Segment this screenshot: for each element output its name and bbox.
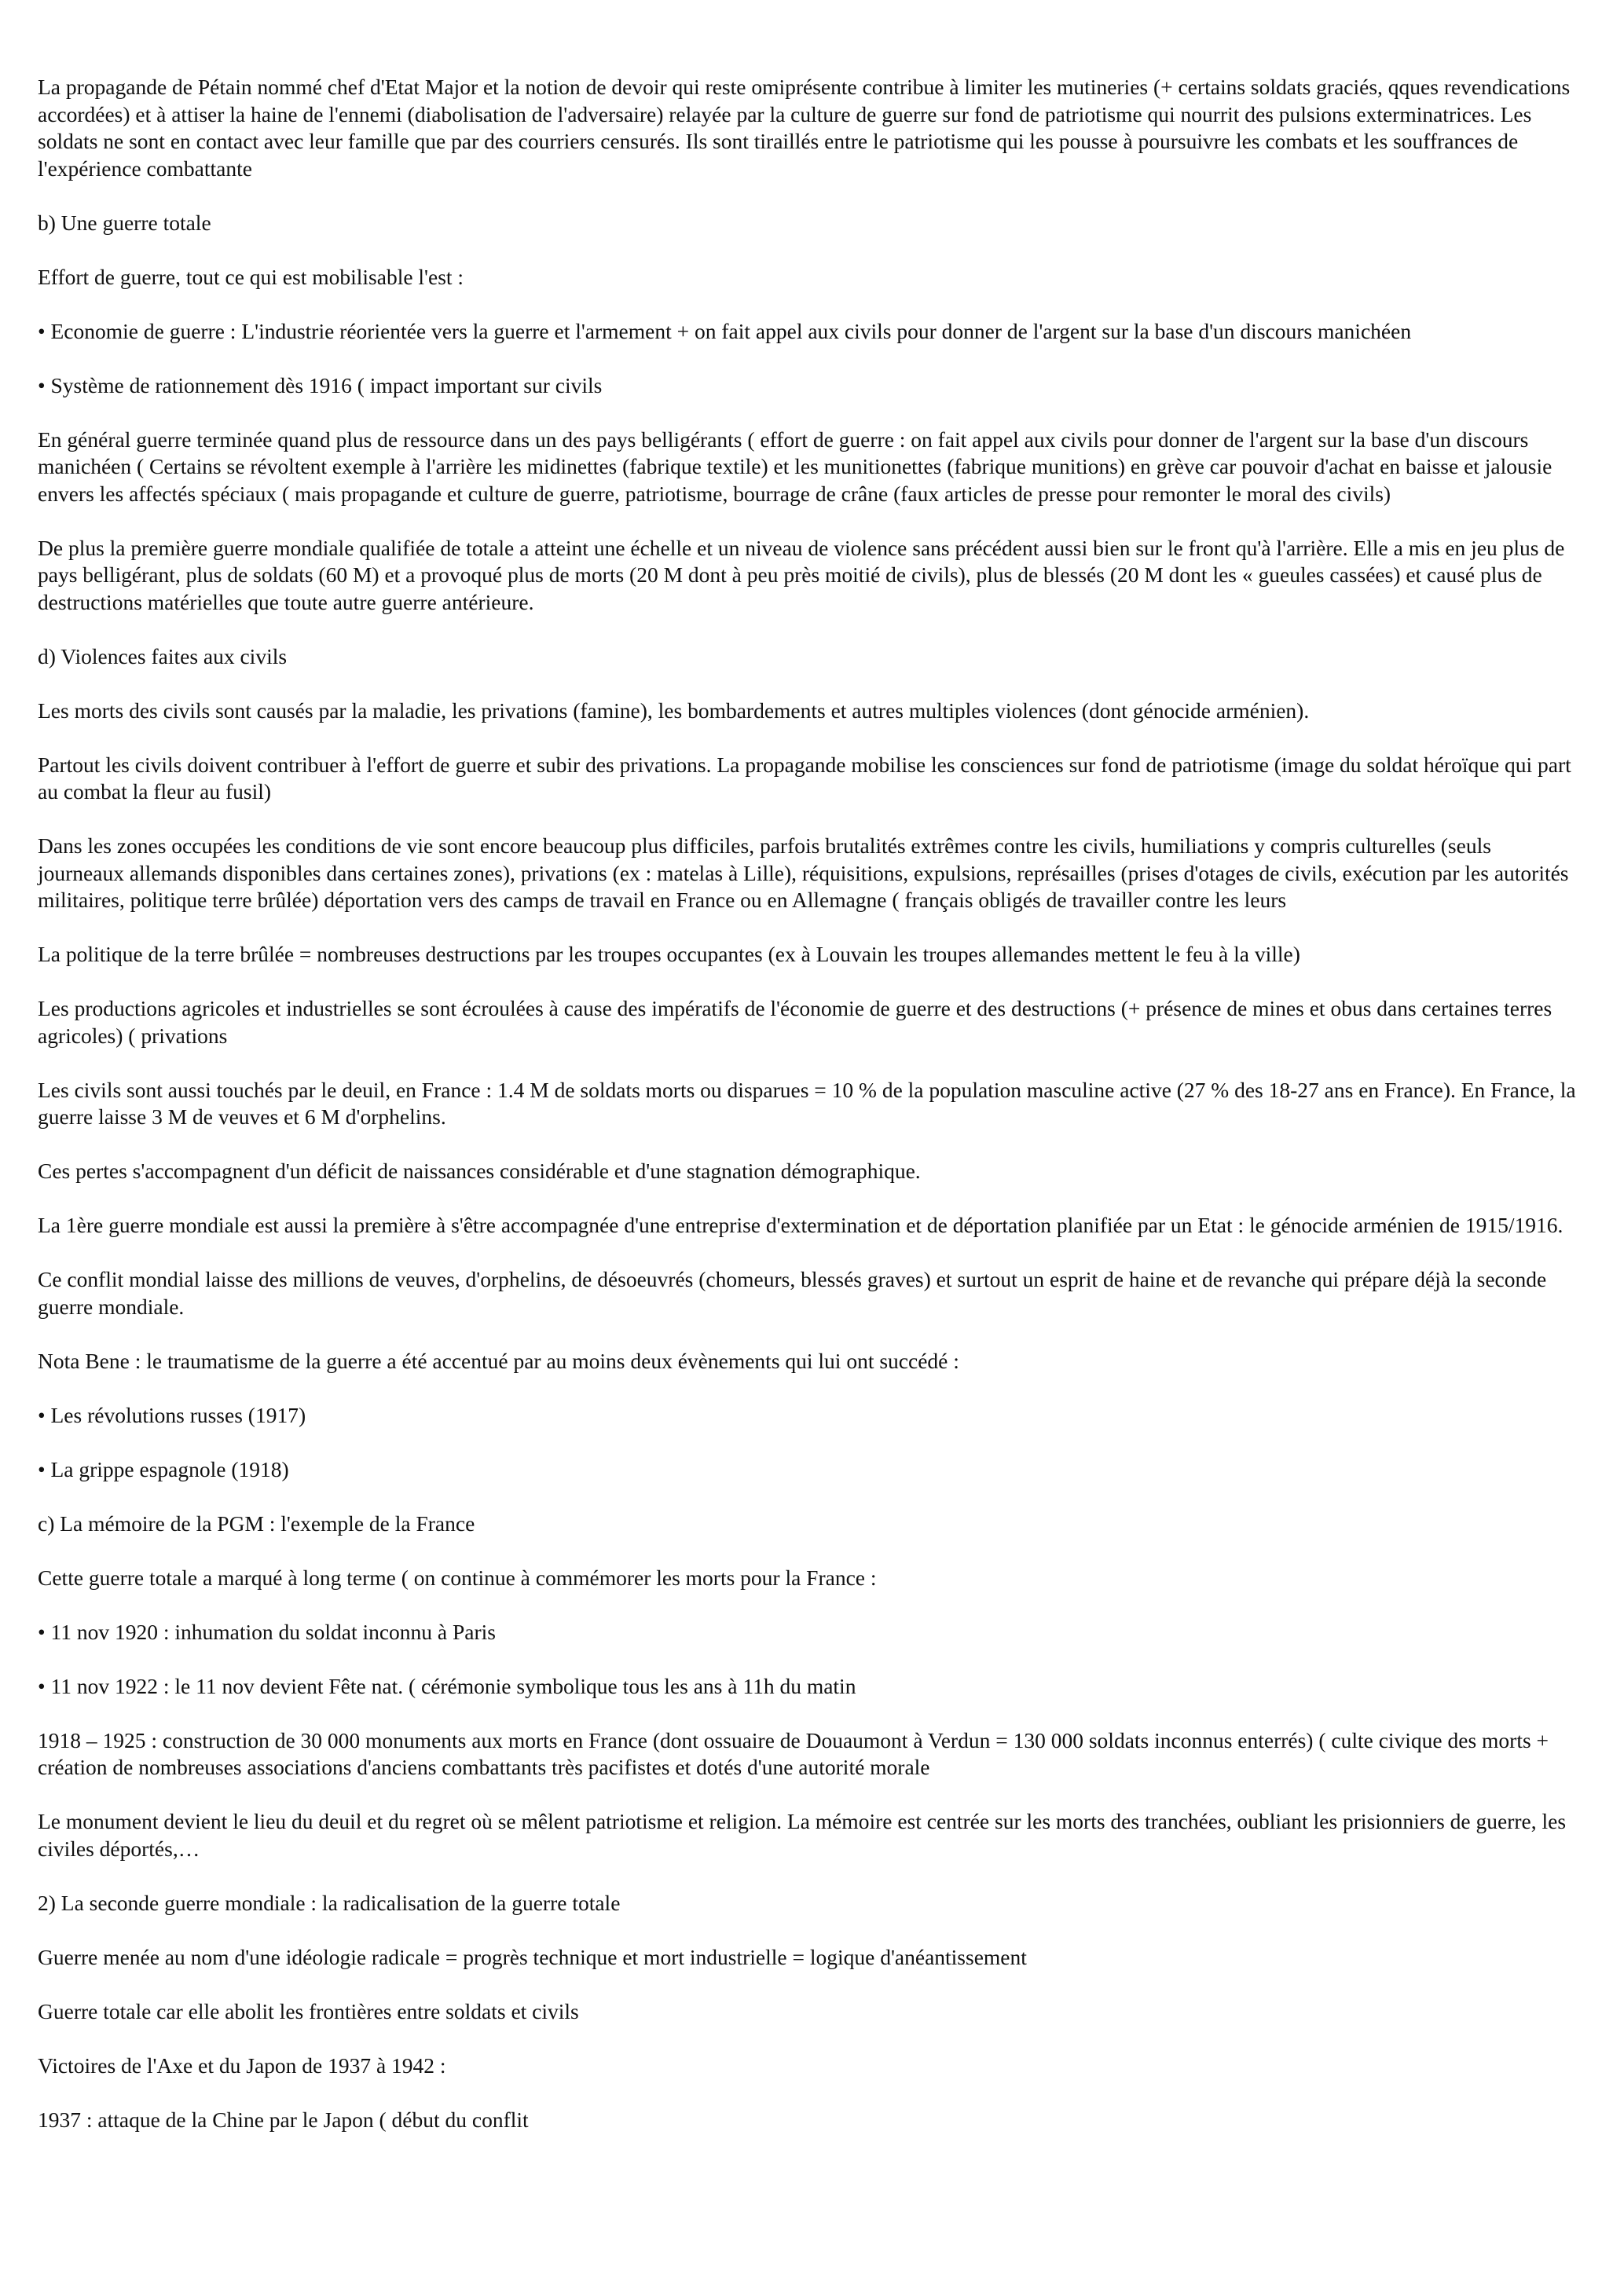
paragraph-attaque-chine: 1937 : attaque de la Chine par le Japon ( début du conflit [38,2107,529,2132]
paragraph-fin-de-guerre: En général guerre terminée quand plus de ressource dans un des pays belligérants ( effort de guerre : on fait appel aux civils pour donner de l'argent sur la base d'un discours manichéen ( Certains se révoltent exemple à l'arrière les midinettes (fabrique textile) et les munitionettes (fabrique munitions) en grève car pouvoir d'achat en baisse et jalousie envers les affectés spéciaux ( mais propagande et culture de guerre, patriotisme, bourrage de crâne (faux articles de presse pour remonter le moral des civils) [38,427,1553,506]
paragraph-terre-brulee: La politique de la terre brûlée = nombreuses destructions par les troupes occupantes (ex à Louvain les troupes allemandes mettent le feu à la ville) [38,942,1300,966]
paragraph-frontieres: Guerre totale car elle abolit les frontières entre soldats et civils [38,1998,579,2023]
paragraph-deuil: Les civils sont aussi touchés par le deuil, en France : 1.4 M de soldats morts ou disparues = 10 % de la population masculine active (27 % des 18-27 ans en France). En France, la guerre laisse 3 M de veuves et 6 M d'orphelins. [38,1077,1576,1129]
bullet-fete-nationale: • 11 nov 1922 : le 11 nov devient Fête nat. ( cérémonie symbolique tous les ans à 11h du matin [38,1673,856,1698]
bullet-soldat-inconnu: • 11 nov 1920 : inhumation du soldat inconnu à Paris [38,1619,497,1644]
paragraph-guerre-totale-bilan: De plus la première guerre mondiale qualifiée de totale a atteint une échelle et un niveau de violence sans précédent aussi bien sur le front qu'à l'arrière. Elle a mis en jeu plus de pays belligérant, plus de soldats (60 M) et a provoqué plus de morts (20 M dont à peu près moitié de civils), plus de blessés (20 M dont les « gueules cassées) et causé plus de destructions matérielles que toute autre guerre antérieure. [38,535,1565,614]
paragraph-zones-occupees: Dans les zones occupées les conditions de vie sont encore beaucoup plus difficiles, parfois brutalités extrêmes contre les civils, humiliations y compris culturelles (seuls journeaux allemands disponibles dans certaines zones), privations (ex : matelas à Lille), réquisitions, expulsions, représailles (prises d'otages de civils, exécution par les autorités militaires, politique terre brûlée) déportation vers des camps de travail en France ou en Allemagne ( français obligés de travailler contre les leurs [38,833,1569,912]
paragraph-propagande: La propagande de Pétain nommé chef d'Etat Major et la notion de devoir qui reste omiprésente contribue à limiter les mutineries (+ certains soldats graciés, qques revendications accordées) et à attiser la haine de l'ennemi (diabolisation de l'adversaire) relayée par la culture de guerre sur fond de patriotisme qui nourrit des pulsions exterminatrices. Les soldats ne sont en contact avec leur famille que par des courriers censurés. Ils sont tiraillés entre le patriotisme qui les pousse à poursuivre les combats et les souffrances de l'expérience combattante [38,75,1571,181]
paragraph-effort-de-guerre: Effort de guerre, tout ce qui est mobilisable l'est : [38,264,464,289]
paragraph-morts-civils: Les morts des civils sont causés par la maladie, les privations (famine), les bombardements et autres multiples violences (dont génocide arménien). [38,698,1310,723]
paragraph-nota-bene: Nota Bene : le traumatisme de la guerre a été accentué par au moins deux évènements qui lui ont succédé : [38,1348,959,1373]
paragraph-victoires-axe: Victoires de l'Axe et du Japon de 1937 à 1942 : [38,2052,446,2078]
bullet-economie-de-guerre: • Economie de guerre : L'industrie réorientée vers la guerre et l'armement + on fait appel aux civils pour donner de l'argent sur la base d'un discours manichéen [38,318,1412,343]
bullet-grippe-espagnole: • La grippe espagnole (1918) [38,1456,289,1481]
paragraph-productions: Les productions agricoles et industrielles se sont écroulées à cause des impératifs de l'économie de guerre et des destructions (+ présence de mines et obus dans certaines terres agricoles) ( privations [38,996,1553,1048]
bullet-rationnement: • Système de rationnement dès 1916 ( impact important sur civils [38,372,603,397]
heading-memoire-pgm: c) La mémoire de la PGM : l'exemple de la France [38,1511,475,1536]
paragraph-ideologie: Guerre menée au nom d'une idéologie radicale = progrès technique et mort industrielle = logique d'anéantissement [38,1944,1027,1969]
paragraph-contribution-civils: Partout les civils doivent contribuer à l'effort de guerre et subir des privations. La propagande mobilise les consciences sur fond de patriotisme (image du soldat héroïque qui part au combat la fleur au fusil) [38,752,1571,804]
paragraph-genocide: La 1ère guerre mondiale est aussi la première à s'être accompagnée d'une entreprise d'extermination et de déportation planifiée par un Etat : le génocide arménien de 1915/1916. [38,1213,1564,1237]
paragraph-deficit-naissances: Ces pertes s'accompagnent d'un déficit de naissances considérable et d'une stagnation démographique. [38,1159,921,1183]
paragraph-monuments: 1918 – 1925 : construction de 30 000 monuments aux morts en France (dont ossuaire de Douaumont à Verdun = 130 000 soldats inconnus enterrés) ( culte civique des morts + création de nombreuses associations d'anciens combattants très pacifistes et dotés d'une autorité morale [38,1727,1549,1779]
paragraph-commemoration: Cette guerre totale a marqué à long terme ( on continue à commémorer les morts pour la France : [38,1565,877,1590]
heading-violences-civils: d) Violences faites aux civils [38,643,288,668]
paragraph-revanche: Ce conflit mondial laisse des millions de veuves, d'orphelins, de désoeuvrés (chomeurs, blessés graves) et surtout un esprit de haine et de revanche qui prépare déjà la seconde guerre mondiale. [38,1267,1547,1319]
heading-guerre-totale: b) Une guerre totale [38,210,211,235]
bullet-revolutions-russes: • Les révolutions russes (1917) [38,1402,306,1427]
paragraph-monument-deuil: Le monument devient le lieu du deuil et du regret où se mêlent patriotisme et religion. La mémoire est centrée sur les morts des tranchées, oubliant les prisionniers de guerre, les civiles déportés,… [38,1809,1567,1861]
heading-seconde-guerre: 2) La seconde guerre mondiale : la radicalisation de la guerre totale [38,1890,621,1915]
